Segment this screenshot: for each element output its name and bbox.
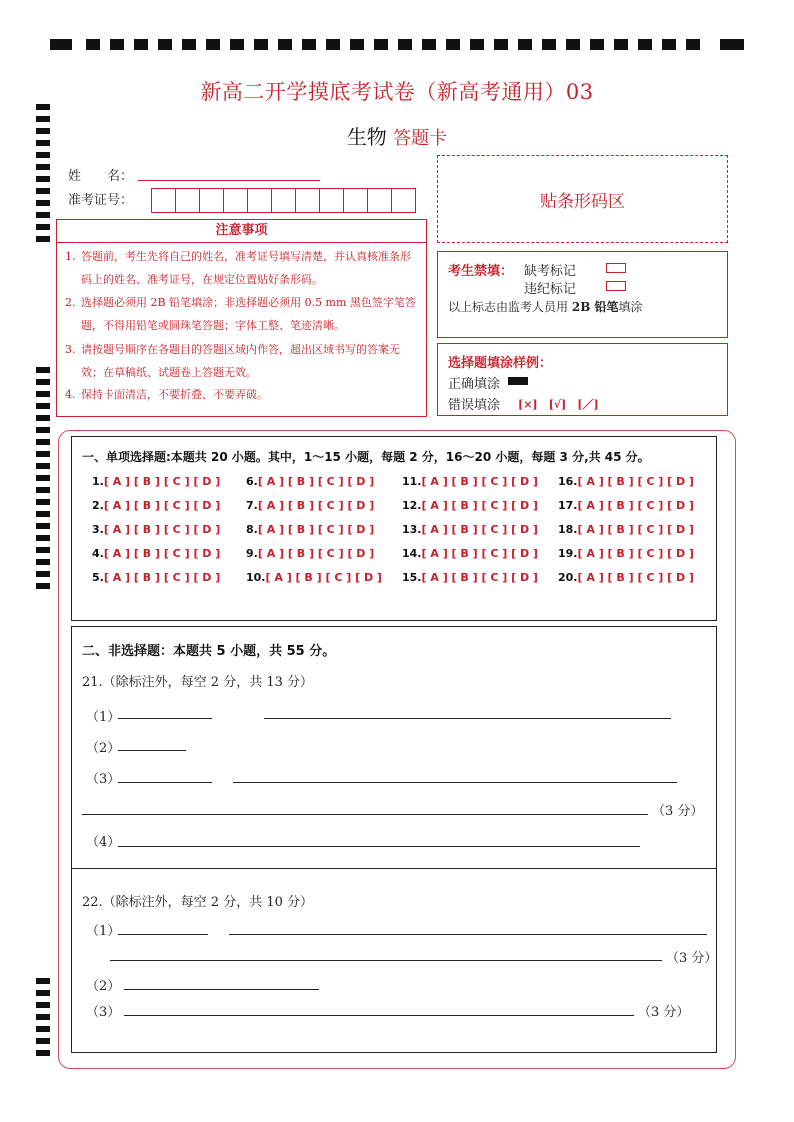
choice-options[interactable]: [ A ] [ B ] [ C ] [ D ]	[103, 475, 221, 488]
notice-item: 2. 选择题必须用 2B 铅笔填涂；非选择题必须用 0.5 mm 黑色签字笔答题，不得用铅笔或圆珠笔答题；字体工整、笔迹清晰。	[65, 296, 416, 332]
timing-mark	[36, 176, 50, 182]
choice-item[interactable]	[402, 475, 538, 488]
choice-options[interactable]: [ A ] [ B ] [ C ] [ D ]	[577, 547, 694, 560]
timing-mark	[36, 439, 50, 445]
question-number: 14.	[402, 547, 422, 560]
question-number: 3.	[92, 523, 104, 536]
forbidden-label: 考生禁填：	[448, 264, 514, 279]
choice-options[interactable]: [ A ] [ B ] [ C ] [ D ]	[421, 547, 538, 560]
q21-answer-line[interactable]	[82, 814, 648, 815]
q21-answer-line[interactable]	[233, 782, 677, 783]
timing-mark	[36, 1038, 50, 1044]
question-number: 11.	[402, 475, 422, 488]
q21-score-note: （3 分）	[652, 804, 704, 819]
notice-item: 4. 保持卡面清洁，不要折叠、不要弄破。	[65, 388, 268, 401]
choice-item[interactable]	[92, 571, 220, 584]
timing-mark	[36, 487, 50, 493]
choice-item[interactable]	[558, 547, 694, 560]
timing-mark	[36, 212, 50, 218]
choice-item[interactable]	[558, 523, 694, 536]
timing-mark	[36, 1014, 50, 1020]
timing-mark	[36, 523, 50, 529]
choice-options[interactable]: [ A ] [ B ] [ C ] [ D ]	[265, 571, 382, 584]
choice-options[interactable]: [ A ] [ B ] [ C ] [ D ]	[577, 571, 694, 584]
timing-mark	[36, 224, 50, 230]
timing-mark	[36, 499, 50, 505]
notice-item: 1. 答题前，考生先将自己的姓名，准考证号填写清楚，并认真核准条形码上的姓名、准考证号，在规定位置贴好条形码。	[65, 250, 411, 286]
timing-mark	[36, 571, 50, 577]
question-number: 1.	[92, 475, 104, 488]
choice-item[interactable]	[92, 523, 220, 536]
q22-answer-line[interactable]	[229, 934, 707, 935]
choice-item[interactable]	[558, 475, 694, 488]
choice-item[interactable]	[402, 499, 538, 512]
choice-options[interactable]: [ A ] [ B ] [ C ] [ D ]	[257, 523, 375, 536]
timing-mark	[36, 415, 50, 421]
choice-options[interactable]: [ A ] [ B ] [ C ] [ D ]	[421, 571, 538, 584]
choice-item[interactable]	[92, 547, 220, 560]
timing-mark	[36, 391, 50, 397]
q22-title: 22.（除标注外，每空 2 分，共 10 分）	[82, 895, 314, 910]
question-number: 10.	[246, 571, 266, 584]
choice-options[interactable]: [ A ] [ B ] [ C ] [ D ]	[421, 499, 538, 512]
forbidden-note: 以上标志由监考人员用 2B 铅笔填涂	[448, 300, 643, 314]
timing-mark	[36, 427, 50, 433]
absent-mark-box[interactable]	[606, 263, 626, 273]
card-label: 答题卡	[393, 128, 448, 149]
question-number: 6.	[246, 475, 258, 488]
name-field[interactable]	[138, 180, 320, 181]
notice-title: 注意事项	[57, 220, 426, 243]
wrong-fill-label: 错误填涂	[448, 398, 501, 413]
question-number: 19.	[558, 547, 578, 560]
question-number: 5.	[92, 571, 104, 584]
violation-mark-box[interactable]	[606, 281, 626, 291]
question-number: 8.	[246, 523, 258, 536]
choice-item[interactable]	[92, 475, 220, 488]
choice-options[interactable]: [ A ] [ B ] [ C ] [ D ]	[577, 499, 694, 512]
q22-answer-line[interactable]	[124, 989, 319, 990]
q22-score-note-3: （3 分）	[638, 1005, 690, 1020]
timing-mark	[36, 1002, 50, 1008]
choice-options[interactable]: [ A ] [ B ] [ C ] [ D ]	[103, 499, 221, 512]
q21-answer-line[interactable]	[118, 750, 186, 751]
violation-mark-label: 违纪标记	[524, 282, 577, 297]
choice-options[interactable]: [ A ] [ B ] [ C ] [ D ]	[103, 547, 221, 560]
choice-item[interactable]	[246, 475, 374, 488]
q22-part1-label: （1）	[86, 924, 121, 939]
wrong-fill-marks: [×] [√] [／]	[518, 398, 599, 411]
exam-id-boxes[interactable]	[152, 188, 416, 213]
barcode-area: 贴条形码区	[437, 155, 728, 243]
examinee-forbidden-box	[437, 251, 728, 338]
timing-mark	[36, 978, 50, 984]
question-number: 13.	[402, 523, 422, 536]
absent-mark-label: 缺考标记	[524, 264, 577, 279]
timing-mark	[36, 475, 50, 481]
choice-options[interactable]: [ A ] [ B ] [ C ] [ D ]	[421, 475, 538, 488]
q22-part2-label: （2）	[86, 979, 121, 994]
choice-options[interactable]: [ A ] [ B ] [ C ] [ D ]	[103, 571, 221, 584]
question-number: 12.	[402, 499, 422, 512]
choice-item[interactable]	[246, 523, 374, 536]
section-divider	[71, 868, 717, 869]
timing-mark	[36, 990, 50, 996]
choice-options[interactable]: [ A ] [ B ] [ C ] [ D ]	[577, 523, 694, 536]
correct-fill-label: 正确填涂	[448, 377, 501, 392]
timing-mark	[36, 200, 50, 206]
name-label: 姓 名：	[68, 169, 134, 184]
choice-item[interactable]	[246, 571, 382, 584]
sample-title: 选择题填涂样例：	[448, 356, 553, 371]
timing-mark	[36, 403, 50, 409]
choice-item[interactable]	[402, 523, 538, 536]
fill-sample-box	[437, 343, 728, 416]
q21-answer-line[interactable]	[118, 782, 212, 783]
timing-mark	[36, 535, 50, 541]
correct-fill-mark	[508, 377, 528, 385]
question-number: 2.	[92, 499, 104, 512]
timing-mark	[36, 463, 50, 469]
q22-answer-line[interactable]	[118, 934, 208, 935]
question-number: 18.	[558, 523, 578, 536]
choice-item[interactable]	[402, 547, 538, 560]
timing-mark	[36, 583, 50, 589]
section2-heading: 二、非选择题：本题共 5 小题，共 55 分。	[82, 644, 336, 659]
choice-item[interactable]	[246, 499, 374, 512]
timing-mark	[36, 451, 50, 457]
choice-item[interactable]	[558, 571, 694, 584]
choice-item[interactable]	[402, 571, 538, 584]
q21-part2-label: （2）	[86, 741, 121, 756]
q22-part3-label: （3）	[86, 1005, 121, 1020]
exam-id-label: 准考证号：	[68, 193, 134, 208]
timing-mark	[36, 152, 50, 158]
question-number: 7.	[246, 499, 258, 512]
section1-heading: 一、单项选择题:本题共 20 小题。其中，1～15 小题，每题 2 分，16～20 小题，每题 3 分,共 45 分。	[82, 450, 650, 464]
q21-answer-line[interactable]	[264, 718, 671, 719]
choice-options[interactable]: [ A ] [ B ] [ C ] [ D ]	[257, 499, 375, 512]
q22-answer-line[interactable]	[124, 1015, 634, 1016]
timing-mark	[36, 236, 50, 242]
exam-title: 新高二开学摸底考试卷（新高考通用）03	[200, 80, 594, 104]
choice-options[interactable]: [ A ] [ B ] [ C ] [ D ]	[421, 523, 538, 536]
q21-part4-label: （4）	[86, 835, 121, 850]
q21-part1-label: （1）	[86, 710, 121, 725]
choice-options[interactable]: [ A ] [ B ] [ C ] [ D ]	[257, 475, 375, 488]
timing-mark	[36, 559, 50, 565]
choice-options[interactable]: [ A ] [ B ] [ C ] [ D ]	[103, 523, 221, 536]
question-number: 20.	[558, 571, 578, 584]
notice-box	[56, 219, 427, 417]
q22-answer-line[interactable]	[110, 960, 662, 961]
choice-item[interactable]	[558, 499, 694, 512]
timing-mark	[36, 1050, 50, 1056]
question-number: 9.	[246, 547, 258, 560]
choice-item[interactable]	[246, 547, 374, 560]
q21-title: 21.（除标注外，每空 2 分，共 13 分）	[82, 675, 314, 690]
choice-options[interactable]: [ A ] [ B ] [ C ] [ D ]	[577, 475, 694, 488]
q21-part3-label: （3）	[86, 772, 121, 787]
timing-mark	[36, 367, 50, 373]
timing-mark	[36, 547, 50, 553]
card-subtitle	[0, 121, 794, 150]
choice-options[interactable]: [ A ] [ B ] [ C ] [ D ]	[257, 547, 375, 560]
timing-mark	[36, 1026, 50, 1032]
q22-score-note-1: （3 分）	[666, 951, 718, 966]
timing-mark	[36, 164, 50, 170]
timing-mark	[36, 511, 50, 517]
question-number: 17.	[558, 499, 578, 512]
question-number: 15.	[402, 571, 422, 584]
notice-item: 3. 请按题号顺序在各题目的答题区域内作答，超出区域书写的答案无效；在草稿纸、试题卷上答题无效。	[65, 343, 400, 379]
q21-answer-line[interactable]	[118, 718, 212, 719]
question-number: 16.	[558, 475, 578, 488]
q21-answer-line[interactable]	[118, 846, 640, 847]
timing-mark	[36, 379, 50, 385]
choice-item[interactable]	[92, 499, 220, 512]
subject-label: 生物	[346, 125, 387, 149]
timing-mark	[36, 188, 50, 194]
question-number: 4.	[92, 547, 104, 560]
